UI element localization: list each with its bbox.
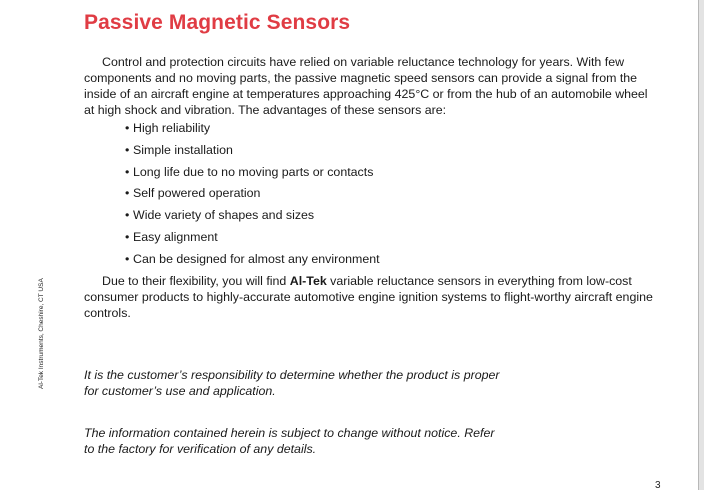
- list-item: [125, 251, 380, 273]
- advantage-text: Long life due to no moving parts or contacts: [133, 164, 374, 179]
- page-edge: [698, 0, 704, 490]
- advantages-list: [125, 120, 380, 273]
- list-item: [125, 185, 380, 207]
- page-title: Passive Magnetic Sensors: [84, 11, 351, 34]
- brand-name: Al-Tek: [289, 274, 327, 288]
- bullet-icon: •: [125, 142, 130, 157]
- list-item: [125, 207, 380, 229]
- list-item: [125, 142, 380, 164]
- advantage-text: High reliability: [133, 121, 211, 135]
- list-item: [125, 164, 380, 186]
- advantage-text: Easy alignment: [133, 229, 218, 244]
- bullet-icon: •: [125, 229, 130, 244]
- advantage-text: Simple installation: [133, 142, 233, 157]
- bullet-icon: •: [125, 208, 130, 223]
- side-label: Al-Tek Instruments, Cheshire, CT USA: [38, 278, 45, 389]
- bullet-icon: •: [125, 251, 130, 266]
- bullet-icon: •: [125, 121, 130, 135]
- bullet-icon: •: [125, 164, 130, 179]
- list-item: [125, 120, 380, 142]
- responsibility-note: It is the customer’s responsibility to determine whether the product is proper for customer’s use and application.: [84, 368, 500, 398]
- advantage-text: Self powered operation: [133, 186, 261, 201]
- bullet-icon: •: [125, 186, 130, 201]
- closing-text-start: Due to their flexibility, you will find: [102, 274, 290, 288]
- intro-paragraph: [84, 54, 654, 118]
- change-notice: The information contained herein is subject to change without notice. Refer to the factory for verification of any details.: [84, 426, 495, 456]
- intro-text: Control and protection circuits have relied on variable reluctance technology for years. With few components and no moving parts, the passive magnetic speed sensors can provide a signal from the inside of an aircraft engine at temperatures approaching 425°C or from the hub of an automobile wheel at high shock and vibration. The advantages of these sensors are:: [84, 55, 648, 117]
- advantage-text: Wide variety of shapes and sizes: [133, 208, 315, 223]
- closing-text-end: variable reluctance sensors in everything from low-cost consumer products to highly-accurate automotive engine ignition systems to flight-worthy aircraft engine controls.: [84, 274, 653, 320]
- list-item: [125, 229, 380, 251]
- page-number: 3: [655, 480, 661, 491]
- closing-paragraph: [84, 273, 654, 321]
- advantage-text: Can be designed for almost any environment: [133, 251, 380, 266]
